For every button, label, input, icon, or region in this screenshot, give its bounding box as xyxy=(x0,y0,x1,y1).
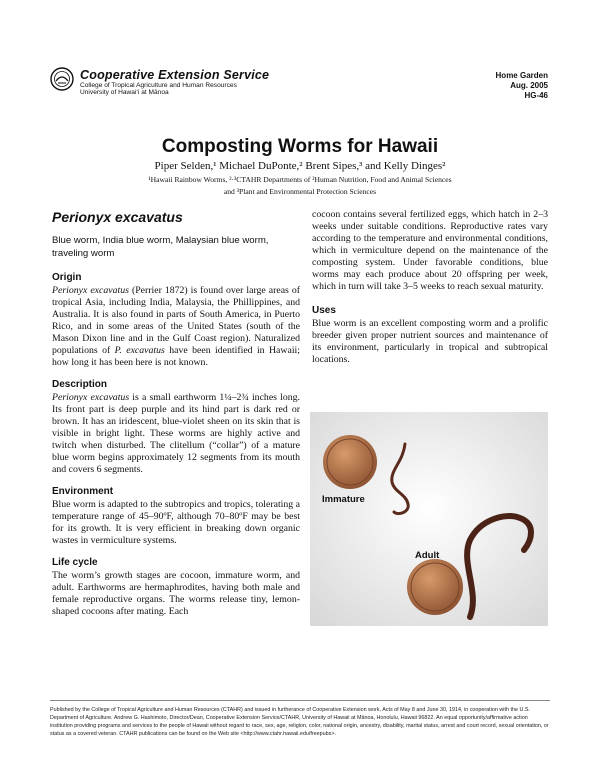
immature-label: Immature xyxy=(322,494,365,505)
penny-bottom xyxy=(407,559,463,615)
life-cycle-text: The worm’s growth stages are cocoon, immature worm, and adult. Earthworms are hermaphrodites, having both male and female reproductive organs. The worms release tiny, lemon-shaped cocoons after mating. Each xyxy=(52,570,300,617)
org-college: College of Tropical Agriculture and Human Resources xyxy=(80,82,237,89)
worm-photo xyxy=(310,412,548,626)
footer-divider xyxy=(50,700,550,701)
origin-heading: Origin xyxy=(52,272,82,283)
authors: Piper Selden,¹ Michael DuPonte,² Brent Sipes,³ and Kelly Dinges² xyxy=(154,160,446,172)
description-text xyxy=(52,392,300,476)
origin-body-end: have been identified in Hawaii; how long it has been here is not known. xyxy=(52,345,300,368)
page-title: Composting Worms for Hawaii xyxy=(161,136,439,157)
org-subtitle xyxy=(80,82,237,97)
origin-text xyxy=(52,285,300,369)
left-column xyxy=(52,209,300,628)
life-cycle-continued: cocoon contains several fertilized eggs, which hatch in 2–3 weeks under suitable conditions. Reproductive rates vary according to the temperature and environmental conditions, which in vermiculture depend on the maintenance of the composting system. Under favorable conditions, blue worms may each produce about 20 offspring per week, which in turn will take 3–5 weeks to reach sexual maturity. xyxy=(312,209,548,292)
publication-info xyxy=(496,71,548,101)
org-name: Cooperative Extension Service xyxy=(80,68,270,82)
description-species-name: Perionyx excavatus xyxy=(52,392,130,403)
org-university: University of Hawai‘i at Mānoa xyxy=(80,89,169,97)
description-heading: Description xyxy=(52,379,108,390)
affiliations xyxy=(0,174,600,198)
footer-text: Published by the College of Tropical Agriculture and Human Resources (CTAHR) and issued in furtherance of Cooperative Extension work, Acts of May 8 and June 30, 1914, in cooperation with the U.S. Department of Agriculture. Andrew G. Hashimoto, Director/Dean, Cooperative Extension Service/CTAHR, University of Hawaii at Mānoa, Honolulu, Hawaii 96822. An equal opportunity/affirmative action institution providing programs and services to the people of Hawaii without regard to race, sex, age, religion, color, national origin, ancestry, disability, marital status, arrest and court record, sexual orientation, or status as a covered veteran. CTAHR publications can be found on the Web site <http://www.ctahr.hawaii.edu/freepubs>. xyxy=(50,707,549,737)
publication-date: Aug. 2005 xyxy=(510,81,548,90)
description-body: is a small earthworm 1¼–2¾ inches long. Its front part is deep purple and its hind part is dark red or brown. It has an iridescent, blue-violet sheen on its skin that is visible in bright light. These worms are highly active and twitch when disturbed. The clitellum (“collar”) of a mature blue worm begins approximately 12 segments from its mouth and covers 6 segments. xyxy=(52,392,300,475)
uses-heading: Uses xyxy=(312,305,336,316)
origin-species-name: Perionyx excavatus xyxy=(52,285,129,296)
affiliation-line-1: ¹Hawaii Rainbow Worms, ²·³CTAHR Departments of ²Human Nutrition, Food and Animal Sciences xyxy=(148,175,452,184)
species-heading: Perionyx excavatus xyxy=(52,209,183,225)
adult-label: Adult xyxy=(415,550,440,561)
environment-text: Blue worm is adapted to the subtropics and tropics, tolerating a temperature range of 45–90ºF, although 70–80ºF may be best for its growth. It is very efficient in breaking down organic wastes in vermiculture systems. xyxy=(52,499,300,546)
series-name: Home Garden xyxy=(495,71,548,80)
affiliation-line-2: and ³Plant and Environmental Protection Sciences xyxy=(223,187,377,196)
origin-species-abbrev: P. excavatus xyxy=(114,345,165,356)
publication-code: HG-46 xyxy=(524,91,548,100)
origin-body: (Perrier 1872) is found over large areas of tropical Asia, including India, Malaysia, the Phillippines, and Australia. It is also found in parts of South America, in Puerto Rico, and in some areas of the United States (south of the Mason Dixon line and in the Gulf Coast region). Naturalized populations of xyxy=(52,285,300,356)
uses-text: Blue worm is an excellent composting worm and a prolific breeder given proper nutrient sources and maintenance of its environment, particularly in tropical and subtropical locations. xyxy=(312,318,548,365)
right-column xyxy=(312,209,548,378)
university-seal-logo xyxy=(50,67,74,91)
life-cycle-heading: Life cycle xyxy=(52,557,98,568)
penny-top xyxy=(323,435,377,489)
common-names: Blue worm, India blue worm, Malaysian blue worm, traveling worm xyxy=(52,235,269,259)
environment-heading: Environment xyxy=(52,486,114,497)
